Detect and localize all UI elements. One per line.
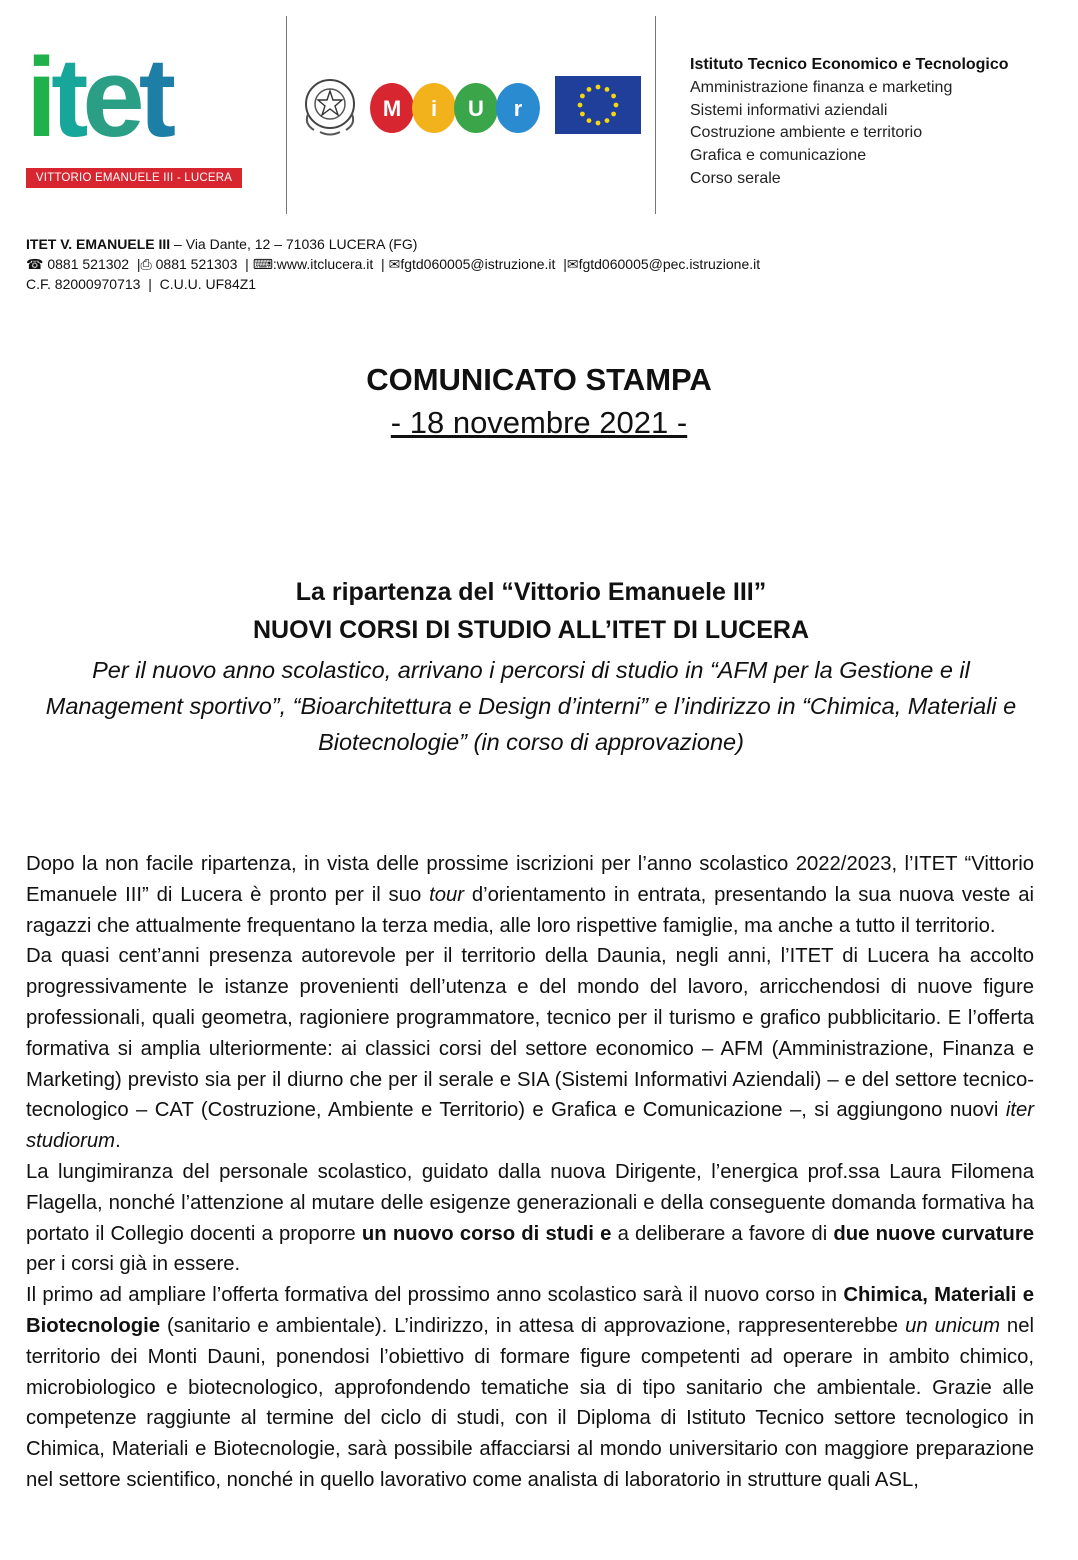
press-date: - 18 novembre 2021 - <box>390 405 688 440</box>
bold-run: Chimica, Materiali e Biotecnologie <box>26 1284 1034 1337</box>
itet-logo <box>26 35 246 190</box>
eu-star-icon <box>596 85 601 90</box>
school-name: ITET V. EMANUELE III <box>26 236 171 252</box>
article-title: La ripartenza del “Vittorio Emanuele III” <box>295 578 767 606</box>
email-icon: ✉ <box>388 256 401 272</box>
letterhead <box>0 0 1078 215</box>
website[interactable]: :www.itclucera.it <box>272 256 374 272</box>
fax: 0881 521303 <box>155 256 238 272</box>
contact-block <box>26 234 760 294</box>
text-run: d’orientamento in entrata, presentando la sua nuova veste ai ragazzi che attualmente frequentano la terza media, alle loro rispettive famiglie, ma anche a tutto il territorio. <box>26 883 1034 937</box>
text-run: nel territorio dei Monti Dauni, ponendosi l’obiettivo di formare figure competenti ad operare in ambito chimico, microbiologico e biotecnologico, approfondendo tematiche sia di tipo sanitario che ambientale. Grazie alle competenze raggiunte al termine del ciclo di studi, con il Diploma di Istituto Tecnico settore tecnologico in Chimica, Materiali e Biotecnologie, sarà possibile affacciarsi al mondo universitario con maggiore preparazione nel settore scientifico, nonché in quello lavorativo come analista di laboratorio in strutture quali ASL, <box>26 1314 1034 1491</box>
eu-star-icon <box>596 121 601 126</box>
course-item: Corso serale <box>690 169 781 187</box>
tax-line: C.F. 82000970713 | C.U.U. UF84Z1 <box>26 276 257 292</box>
svg-text:i: i <box>430 96 438 121</box>
computer-icon: ⌨ <box>252 256 273 272</box>
email[interactable]: fgtd060005@istruzione.it <box>400 256 556 272</box>
divider-line <box>286 16 287 214</box>
svg-text:U: U <box>468 96 484 121</box>
eu-star-icon <box>605 87 610 92</box>
course-item: Costruzione ambiente e territorio <box>690 124 923 142</box>
email-icon: ✉ <box>566 256 579 272</box>
paragraph <box>26 1280 1034 1496</box>
paragraph <box>26 1157 1034 1280</box>
text-run: Il primo ad ampliare l’offerta formativa del prossimo anno scolastico sarà il nuovo corso in <box>26 1284 844 1307</box>
phone-icon: ☎ <box>26 256 44 272</box>
pec-email[interactable]: fgtd060005@pec.istruzione.it <box>578 256 761 272</box>
eu-star-icon <box>611 94 616 99</box>
article-headline: NUOVI CORSI DI STUDIO ALL’ITET DI LUCERA <box>252 616 810 644</box>
paragraph <box>26 849 1034 941</box>
eu-star-icon <box>578 103 583 108</box>
fax-icon: ⎙ <box>140 256 152 272</box>
eu-star-icon <box>611 112 616 117</box>
eu-star-icon <box>580 112 585 117</box>
text-run: a deliberare a favore di <box>611 1222 834 1245</box>
svg-text:r: r <box>513 96 523 121</box>
miur-logo <box>370 80 542 136</box>
phone: 0881 521302 <box>47 256 130 272</box>
article-body <box>26 849 1034 1496</box>
italic-run: iter studiorum <box>26 1099 1034 1153</box>
itet-logo-letters: i t e t <box>26 35 171 160</box>
text-run: La lungimiranza del personale scolastico, guidato dalla nuova Dirigente, l’energica prof.ssa Laura Filomena Flagella, nonché l’attenzione al mutare delle esigenze generazionali e della conseguente domanda formativa ha portato il Collegio docenti a proporre <box>26 1160 1034 1245</box>
bold-run: due nuove curvature <box>833 1222 1034 1245</box>
course-item: Amministrazione finanza e marketing <box>690 78 953 96</box>
text-run: (sanitario e ambientale). L’indirizzo, in attesa di approvazione, rappresenterebbe <box>160 1314 906 1337</box>
text-run: per i corsi già in essere. <box>26 1253 241 1276</box>
article-subtitle: Per il nuovo anno scolastico, arrivano i percorsi di studio in “AFM per la Gestione e il Management sportivo”, “Bioarchitettura e Design d’interni” e l’indirizzo in “Chimica, Materiali e Biotecnologie” (in corso di approvazione) <box>45 657 1017 755</box>
eu-star-icon <box>605 118 610 123</box>
press-heading <box>0 360 1078 446</box>
eu-flag-icon <box>555 76 641 134</box>
svg-text:M: M <box>382 96 402 121</box>
italic-run: tour <box>429 883 465 906</box>
institute-title: Istituto Tecnico Economico e Tecnologico <box>690 56 1009 73</box>
text-run: . <box>115 1130 121 1153</box>
eu-star-icon <box>587 87 592 92</box>
italic-run: un unicum <box>905 1314 1000 1337</box>
italian-republic-emblem-icon <box>300 74 360 138</box>
institute-info <box>690 54 1009 191</box>
paragraph <box>26 941 1034 1157</box>
course-item: Sistemi informativi aziendali <box>690 101 888 119</box>
address-line <box>26 234 760 254</box>
eu-star-icon <box>614 103 619 108</box>
eu-star-icon <box>587 118 592 123</box>
bold-run: un nuovo corso di studi e <box>361 1222 612 1245</box>
contact-line: ☎ 0881 521302 |⎙ 0881 521303 | ⌨:www.itclucera.it | ✉fgtd060005@istruzione.it |✉fgtd060005@pec.istruzione.it <box>26 256 761 272</box>
eu-star-icon <box>580 94 585 99</box>
article-titles <box>26 574 1036 760</box>
course-item: Grafica e comunicazione <box>690 147 867 165</box>
logo-band: VITTORIO EMANUELE III - LUCERA <box>26 168 242 188</box>
divider-line <box>655 16 656 214</box>
text-run: Dopo la non facile ripartenza, in vista delle prossime iscrizioni per l’anno scolastico 2022/2023, l’ITET “Vittorio Emanuele III” di Lucera è pronto per il suo <box>26 853 1034 906</box>
press-title: COMUNICATO STAMPA <box>366 362 712 397</box>
text-run: Da quasi cent’anni presenza autorevole per il territorio della Daunia, negli anni, l’ITET di Lucera ha accolto progressivamente le istanze provenienti dell’utenza e del mondo del lavoro, arricchendosi di nuove figure professionali, quali geometra, ragioniere programmatore, tecnico per il turismo e grafico pubblicitario. E l’offerta formativa si amplia ulteriormente: ai classici corsi del settore economico – AFM (Amministrazione, Finanza e Marketing) previsto sia per il diurno che per il serale e SIA (Sistemi Informativi Aziendali) – e del settore tecnico-tecnologico – CAT (Costruzione, Ambiente e Territorio) e Grafica e Comunicazione –, si aggiungono nuovi <box>26 945 1034 1122</box>
address: – Via Dante, 12 – 71036 LUCERA (FG) <box>170 236 418 252</box>
